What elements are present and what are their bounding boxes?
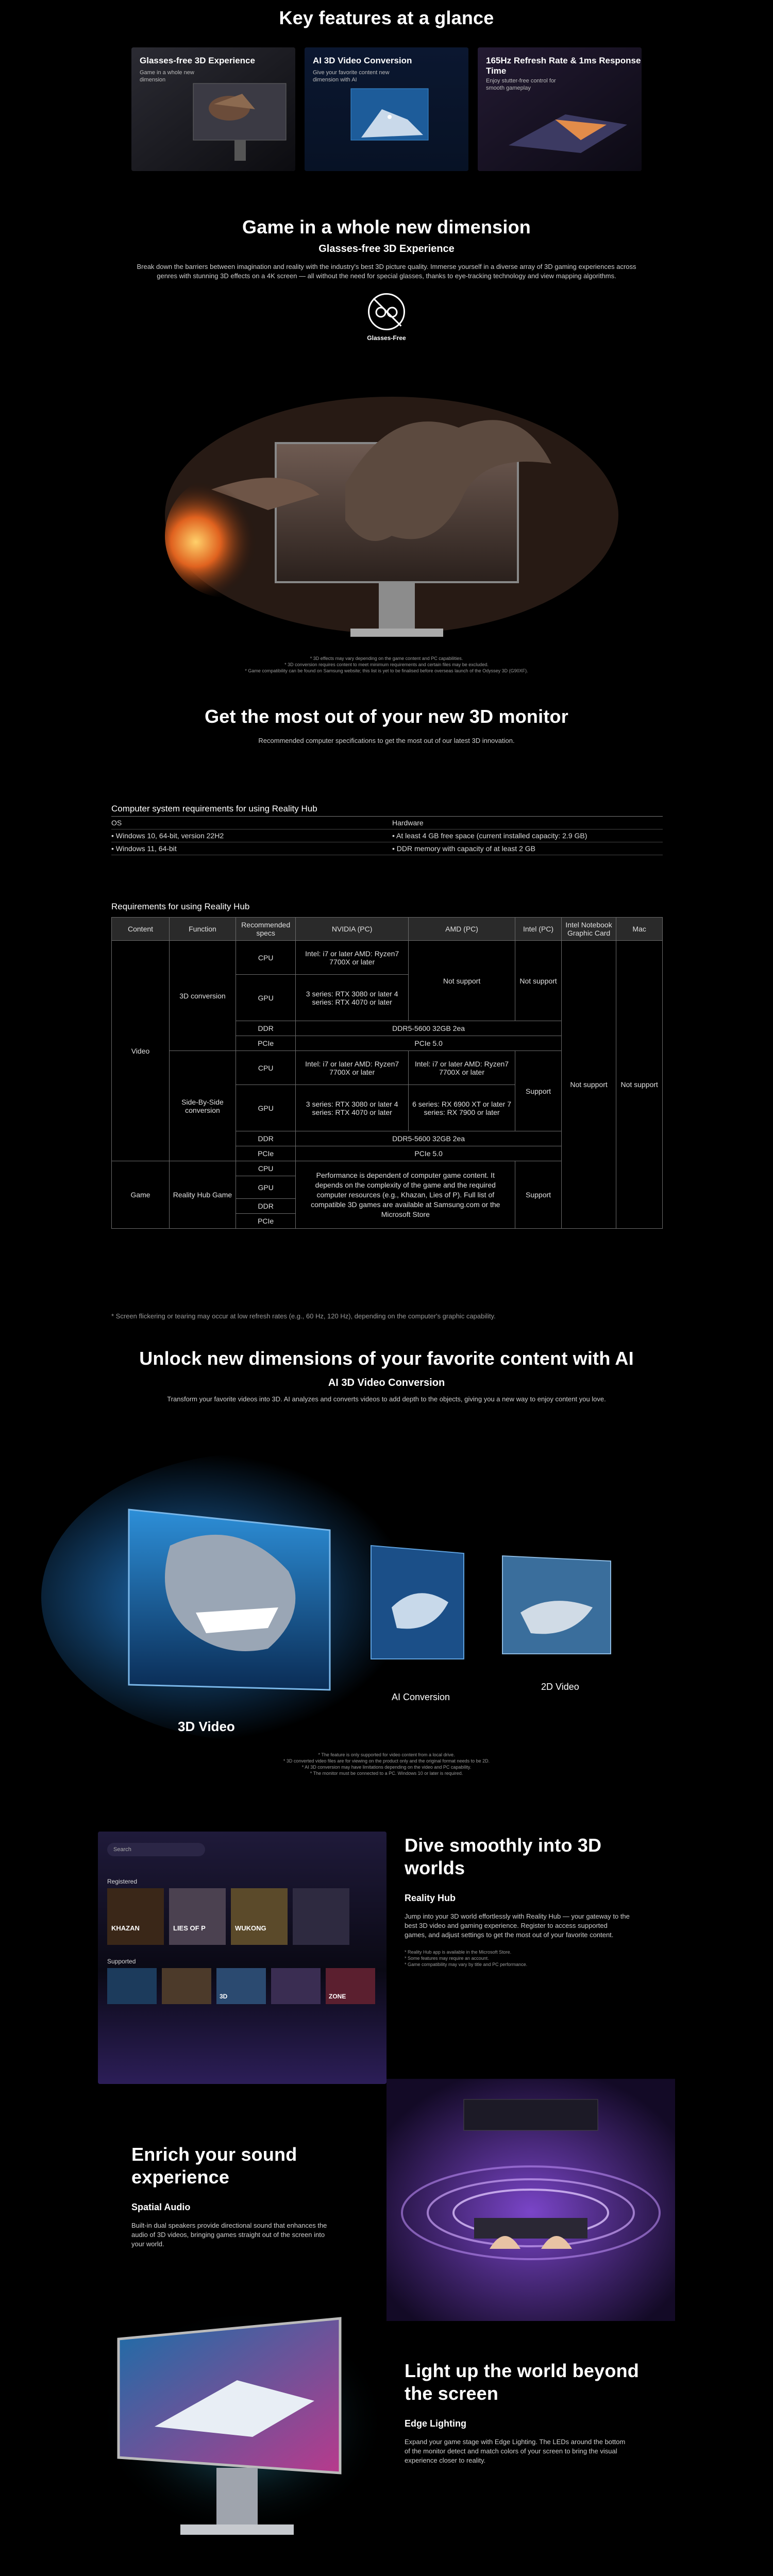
- os-item: • Windows 11, 64-bit: [111, 842, 392, 855]
- table-header-row: [112, 918, 663, 941]
- glasses-free-icon: [368, 293, 405, 330]
- reality-hub-screenshot: [98, 1832, 386, 2084]
- table-cell: GPU: [236, 975, 295, 1021]
- table-header: AMD (PC): [408, 918, 515, 941]
- edge-body: Expand your game stage with Edge Lighting. The LEDs around the bottom of the monitor detect and match colors of your screen to bring the visual experience closer to reality.: [405, 2438, 626, 2464]
- hub-game-tile[interactable]: [271, 1968, 321, 2004]
- table-cell: Not support: [616, 941, 663, 1229]
- table-cell: PCIe 5.0: [296, 1036, 561, 1051]
- key-feature-cards: [131, 47, 642, 171]
- audio-subtitle: Spatial Audio: [131, 2202, 191, 2212]
- feature-card-image: [131, 47, 295, 171]
- table-cell: 3D conversion: [170, 941, 236, 1051]
- table-cell: DDR: [236, 1021, 295, 1036]
- glasses-icon: [369, 295, 404, 329]
- dimension-title: Game in a whole new dimension: [242, 216, 531, 238]
- os-label: OS: [111, 817, 392, 829]
- table-cell: CPU: [236, 1051, 295, 1085]
- table-cell: Game: [112, 1161, 170, 1229]
- system-caption: Computer system requirements for using Reality Hub: [111, 804, 663, 817]
- table-cell: GPU: [236, 1085, 295, 1131]
- table-cell: GPU: [236, 1176, 295, 1199]
- table-cell: Not support: [561, 941, 616, 1229]
- feature-card-title: Glasses-free 3D Experience: [140, 56, 255, 65]
- hardware-label: Hardware: [392, 817, 663, 829]
- ai-note: * The monitor must be connected to a PC. Windows 10 or later is required.: [310, 1771, 463, 1776]
- label-3d-video: 3D Video: [178, 1719, 235, 1734]
- table-cell: Support: [515, 1161, 562, 1229]
- ai-body: Transform your favorite videos into 3D. AI analyzes and converts videos to add depth to the objects, giving you a new way to enjoy content you love.: [167, 1395, 606, 1403]
- ai-subtitle: AI 3D Video Conversion: [328, 1377, 445, 1388]
- dimension-section: [0, 216, 773, 342]
- hub-title: Dive smoothly into 3D worlds: [405, 1835, 602, 1878]
- dimension-body: Break down the barriers between imagination and reality with the industry's best 3D picture quality. Immerse yourself in a diverse array of 3D gaming experiences across genres with stunning 3D effects on a 4K screen — all without the need for special glasses, thanks to eye-tracking technology and view mapping algorithms.: [137, 263, 636, 280]
- hub-note: * Game compatibility may vary by title and PC performance.: [405, 1962, 528, 1967]
- table-cell: 6 series: RX 6900 XT or later 7 series: RX 7900 or later: [408, 1085, 515, 1131]
- ai-section: [0, 1347, 773, 1403]
- requirements-note: * Screen flickering or tearing may occur at low refresh rates (e.g., 60 Hz, 120 Hz), depending on the computer's graphic capability.: [111, 1312, 496, 1320]
- requirements-title: Get the most out of your new 3D monitor: [205, 706, 568, 727]
- dimension-note: * Game compatibility can be found on Samsung website; this list is yet to be finalised before overseas launch of the Odyssey 3D (G90XF).: [245, 668, 528, 673]
- ai-conversion-image: [0, 1443, 773, 1752]
- table-cell: Performance is dependent of computer game content. It depends on the complexity of the game and the required computer resources (e.g., Khazan, Lies of P). Full list of compatible 3D games are available at Samsung.com or the Microsoft Store: [296, 1161, 515, 1229]
- table-caption: Requirements for using Reality Hub: [111, 902, 250, 911]
- hub-body: Jump into your 3D world effortlessly with Reality Hub — your gateway to the best 3D video and gaming experience. Register to access supported games, and adjust settings to get the most out of your favorite content.: [405, 1912, 630, 1939]
- feature-card-image: [305, 47, 468, 171]
- table-cell: 3 series: RTX 3080 or later 4 series: RTX 4070 or later: [296, 1085, 409, 1131]
- table-cell: DDR5-5600 32GB 2ea: [296, 1021, 561, 1036]
- ai-title: Unlock new dimensions of your favorite content with AI: [139, 1348, 634, 1369]
- feature-card-glasses-free[interactable]: [131, 47, 295, 171]
- key-features-section: [0, 7, 773, 29]
- feature-card-refresh-rate[interactable]: [478, 47, 642, 171]
- hardware-item: • At least 4 GB free space (current installed capacity: 2.9 GB): [392, 829, 663, 842]
- hub-note: * Some features may require an account.: [405, 1956, 489, 1961]
- table-cell: Not support: [408, 941, 515, 1021]
- feature-card-desc: Give your favorite content new dimension with AI: [313, 70, 390, 83]
- table-header: Intel (PC): [515, 918, 562, 941]
- feature-card-desc: Game in a whole new dimension: [140, 70, 194, 83]
- hub-game-tile[interactable]: [107, 1968, 157, 2004]
- table-header: NVIDIA (PC): [296, 918, 409, 941]
- feature-card-title: 165Hz Refresh Rate & 1ms Response Time: [486, 56, 641, 76]
- audio-section: [131, 2143, 368, 2249]
- hub-game-tile[interactable]: WUKONG: [231, 1888, 288, 1945]
- table-header: Intel Notebook Graphic Card: [561, 918, 616, 941]
- table-header: Recommended specs: [236, 918, 295, 941]
- hub-game-tile[interactable]: KHAZAN: [107, 1888, 164, 1945]
- table-cell: PCIe: [236, 1036, 295, 1051]
- table-row: [112, 941, 663, 975]
- table-cell: DDR: [236, 1131, 295, 1146]
- dragon-monitor-image: [149, 381, 624, 649]
- dimension-subtitle: Glasses-free 3D Experience: [318, 243, 455, 255]
- hardware-item: • DDR memory with capacity of at least 2 GB: [392, 842, 663, 855]
- edge-title: Light up the world beyond the screen: [405, 2360, 639, 2404]
- audio-title: Enrich your sound experience: [131, 2144, 297, 2188]
- label-2d-video: 2D Video: [541, 1682, 579, 1692]
- hub-row-label: Supported: [107, 1958, 136, 1965]
- hub-game-tile[interactable]: [162, 1968, 211, 2004]
- system-requirements: [111, 804, 663, 855]
- dimension-notes: [0, 655, 773, 674]
- hub-search-input[interactable]: Search: [107, 1843, 205, 1856]
- spatial-audio-image: [386, 2079, 675, 2321]
- table-cell: CPU: [236, 1161, 295, 1176]
- hub-tiles-row: [107, 1968, 375, 2004]
- requirements-section: [0, 706, 773, 744]
- table-cell: Intel: i7 or later AMD: Ryzen7 7700X or later: [296, 941, 409, 975]
- table-cell: Video: [112, 941, 170, 1161]
- hub-game-tile[interactable]: ZONE: [326, 1968, 375, 2004]
- hub-subtitle: Reality Hub: [405, 1893, 456, 1903]
- dimension-note: * 3D conversion requires content to meet minimum requirements and certain files may be excluded.: [284, 662, 489, 667]
- hub-notes: [405, 1949, 611, 1968]
- reality-hub-section: [405, 1834, 662, 1968]
- table-cell: Reality Hub Game: [170, 1161, 236, 1229]
- glasses-free-label: Glasses-Free: [367, 334, 406, 342]
- table-cell: Not support: [515, 941, 562, 1021]
- feature-card-ai-conversion[interactable]: [305, 47, 468, 171]
- table-cell: PCIe 5.0: [296, 1146, 561, 1161]
- hub-game-tile[interactable]: 3D: [216, 1968, 266, 2004]
- table-cell: 3 series: RTX 3080 or later 4 series: RTX 4070 or later: [296, 975, 409, 1021]
- ai-note: * The feature is only supported for video content from a local drive.: [318, 1752, 455, 1757]
- table-cell: Support: [515, 1051, 562, 1131]
- table-cell: Intel: i7 or later AMD: Ryzen7 7700X or later: [408, 1051, 515, 1085]
- edge-section: [405, 2360, 652, 2465]
- ai-note: * AI 3D conversion may have limitations depending on the video and PC capability.: [301, 1765, 472, 1770]
- os-item: • Windows 10, 64-bit, version 22H2: [111, 829, 392, 842]
- hub-game-tile[interactable]: [293, 1888, 349, 1945]
- dimension-note: * 3D effects may vary depending on the game content and PC capabilities.: [310, 656, 463, 661]
- requirements-subtitle: Recommended computer specifications to get the most out of our latest 3D innovation.: [258, 737, 515, 744]
- ai-note: * 3D converted video files are for viewing on the product only and the original format needs to be 2D.: [283, 1758, 490, 1764]
- edge-subtitle: Edge Lighting: [405, 2418, 466, 2429]
- hub-note: * Reality Hub app is available in the Microsoft Store.: [405, 1950, 512, 1955]
- requirements-table: [111, 917, 663, 1229]
- hub-tiles-row: [107, 1888, 349, 1945]
- hub-row-label: Registered: [107, 1878, 138, 1885]
- table-cell: Side-By-Side conversion: [170, 1051, 236, 1161]
- feature-card-title: AI 3D Video Conversion: [313, 56, 412, 65]
- table-header: Mac: [616, 918, 663, 941]
- table-cell: PCIe: [236, 1214, 295, 1229]
- label-ai-conversion: AI Conversion: [392, 1692, 450, 1702]
- table-cell: DDR: [236, 1199, 295, 1214]
- hub-game-tile[interactable]: LIES OF P: [169, 1888, 226, 1945]
- table-cell: DDR5-5600 32GB 2ea: [296, 1131, 561, 1146]
- feature-card-desc: Enjoy stutter-free control for smooth gameplay: [486, 78, 556, 91]
- key-features-title: Key features at a glance: [279, 7, 494, 28]
- audio-body: Built-in dual speakers provide directional sound that enhances the audio of 3D videos, bringing games straight out of the screen into your world.: [131, 2222, 327, 2248]
- table-header: Content: [112, 918, 170, 941]
- edge-lighting-image: [98, 2303, 386, 2561]
- table-cell: Intel: i7 or later AMD: Ryzen7 7700X or later: [296, 1051, 409, 1085]
- ai-notes: [201, 1752, 572, 1776]
- table-cell: CPU: [236, 941, 295, 975]
- table-cell: PCIe: [236, 1146, 295, 1161]
- table-header: Function: [170, 918, 236, 941]
